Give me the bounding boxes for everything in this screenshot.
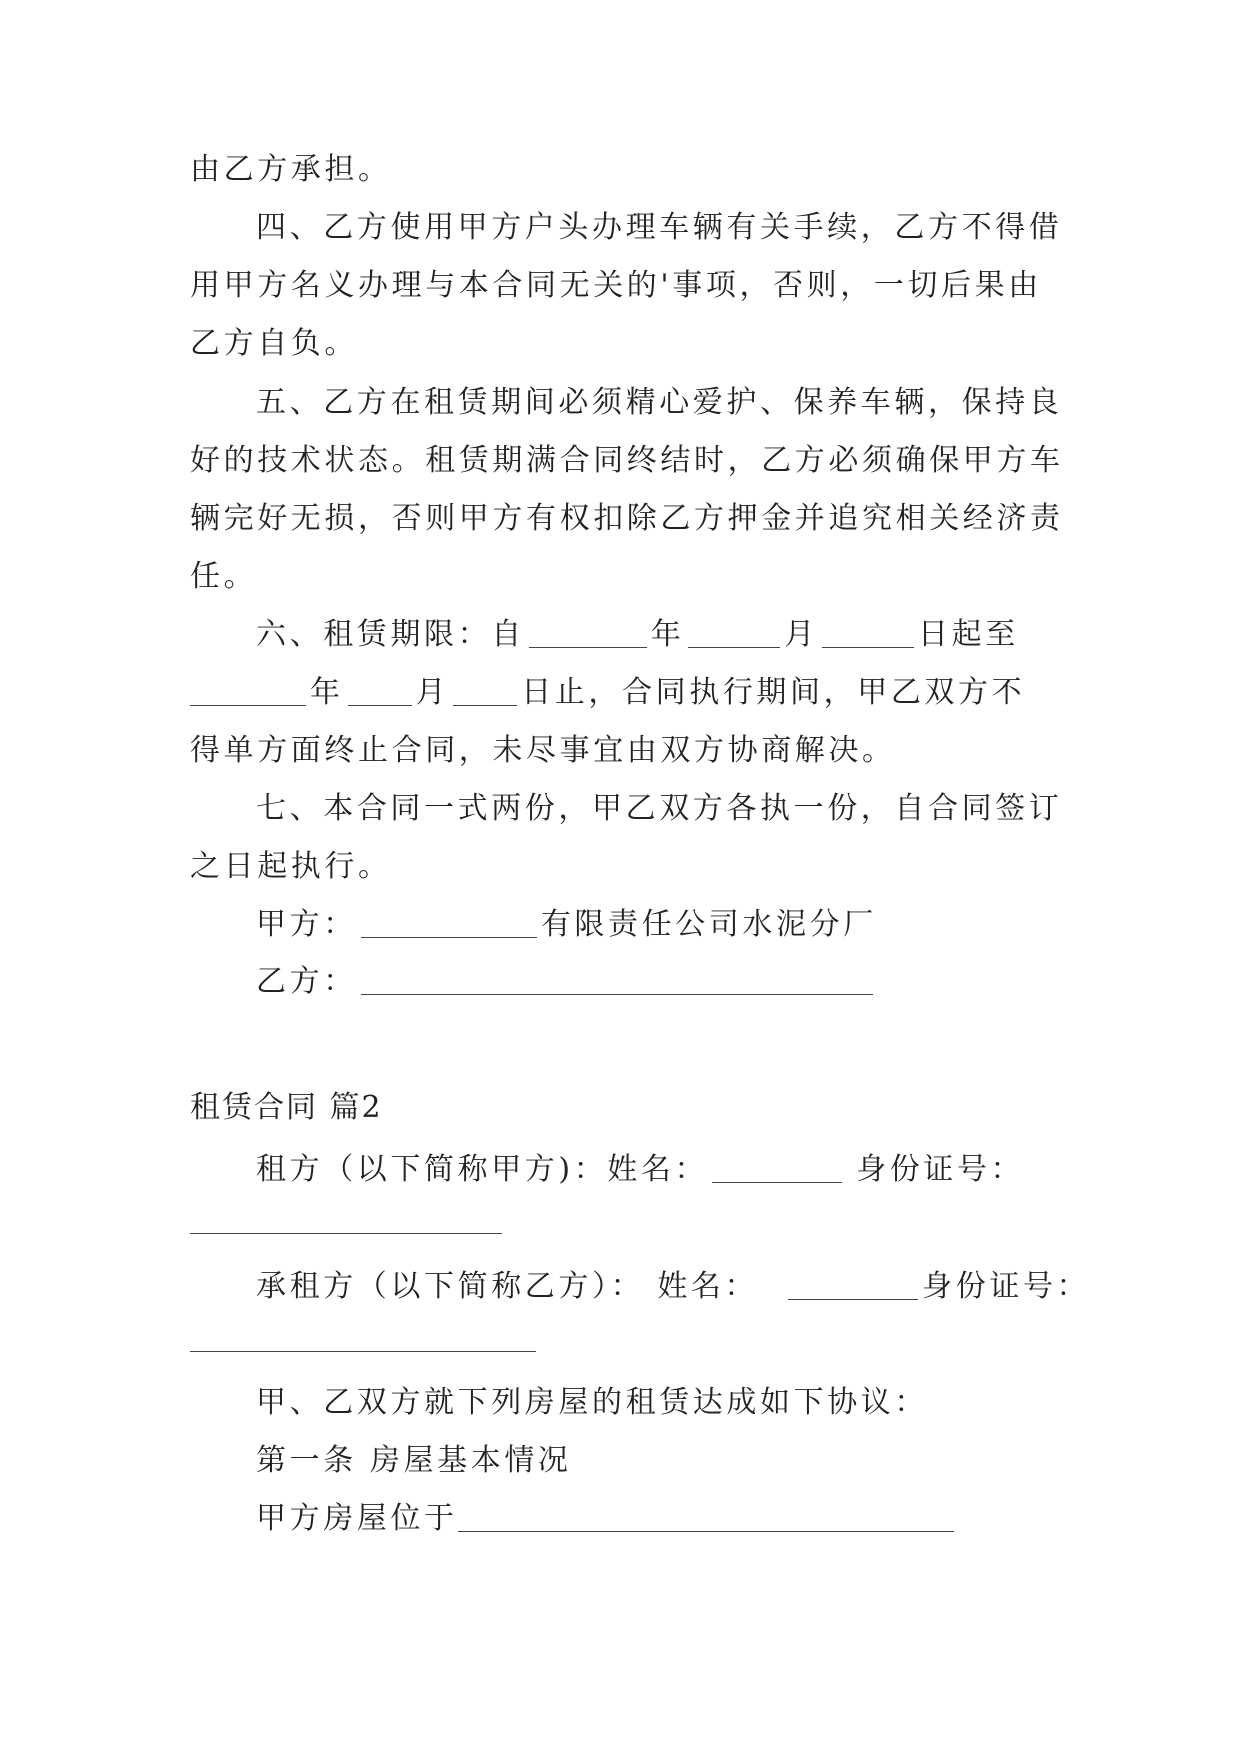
lessor-label: 租方（以下简称甲方)：姓名： xyxy=(256,1152,709,1187)
party-a-label: 甲方： xyxy=(256,907,357,942)
clause-5-line: 五、乙方在租赁期间必须精心爱护、保养车辆，保持良 xyxy=(256,385,1063,420)
lessee-label: 承租方（以下简称乙方）： 姓名： xyxy=(256,1269,759,1304)
party-a-name-blank xyxy=(361,911,537,938)
lessee-name-blank xyxy=(788,1273,918,1300)
lessor-id-blank xyxy=(190,1233,502,1234)
party-b-label: 乙方： xyxy=(256,964,357,999)
property-location-label: 甲方房屋位于 xyxy=(256,1501,458,1536)
property-location-line xyxy=(256,1499,1126,1539)
term-year-text: 年 xyxy=(310,675,344,710)
party-a-suffix: 有限责任公司水泥分厂 xyxy=(540,907,877,942)
lessor-line xyxy=(256,1150,1126,1190)
end-year-blank xyxy=(190,679,306,706)
lessor-id-label: 身份证号： xyxy=(856,1152,1025,1187)
lessor-name-blank xyxy=(712,1156,842,1183)
section-2-title: 租赁合同 篇2 xyxy=(190,1090,383,1125)
end-day-blank xyxy=(453,679,517,706)
term-day-from-text: 日起至 xyxy=(918,617,1019,652)
start-day-blank xyxy=(822,621,914,648)
party-a-signature-line xyxy=(256,905,1126,945)
party-b-signature-line xyxy=(256,962,1126,1002)
term-label: 六、租赁期限：自 xyxy=(256,617,525,652)
start-year-blank xyxy=(529,621,647,648)
paragraph-line: 辆完好无损，否则甲方有权扣除乙方押金并追究相关经济责 xyxy=(190,501,1064,536)
article-1-heading: 第一条 房屋基本情况 xyxy=(256,1443,572,1478)
paragraph-line: 之日起执行。 xyxy=(190,849,392,884)
paragraph-line: 由乙方承担。 xyxy=(190,152,392,187)
clause-6-line xyxy=(256,615,1126,655)
term-year-text: 年 xyxy=(650,617,685,652)
term-month-text: 月 xyxy=(415,675,450,710)
term-month-text: 月 xyxy=(784,617,819,652)
lessee-line xyxy=(256,1267,1126,1307)
term-day-until-text: 日止，合同执行期间，甲乙双方不 xyxy=(521,675,1026,710)
lessee-id-blank xyxy=(190,1351,536,1352)
paragraph-line: 好的技术状态。租赁期满合同终结时，乙方必须确保甲方车 xyxy=(190,443,1064,478)
clause-7-line: 七、本合同一式两份，甲乙双方各执一份，自合同签订 xyxy=(256,791,1063,826)
start-month-blank xyxy=(688,621,780,648)
paragraph-line: 乙方自负。 xyxy=(190,326,358,361)
clause-6-line-2 xyxy=(190,673,1060,713)
clause-4-line: 四、乙方使用甲方户头办理车辆有关手续，乙方不得借 xyxy=(256,210,1063,245)
paragraph-line: 得单方面终止合同，未尽事宜由双方协商解决。 xyxy=(190,733,896,768)
end-month-blank xyxy=(348,679,412,706)
party-b-name-blank xyxy=(361,968,873,995)
property-location-blank xyxy=(458,1505,954,1532)
paragraph-line: 用甲方名义办理与本合同无关的'事项，否则，一切后果由 xyxy=(190,268,1042,303)
lessee-id-label: 身份证号： xyxy=(922,1269,1091,1304)
paragraph-line: 任。 xyxy=(190,559,258,594)
agreement-line: 甲、乙双方就下列房屋的租赁达成如下协议： xyxy=(256,1385,928,1420)
